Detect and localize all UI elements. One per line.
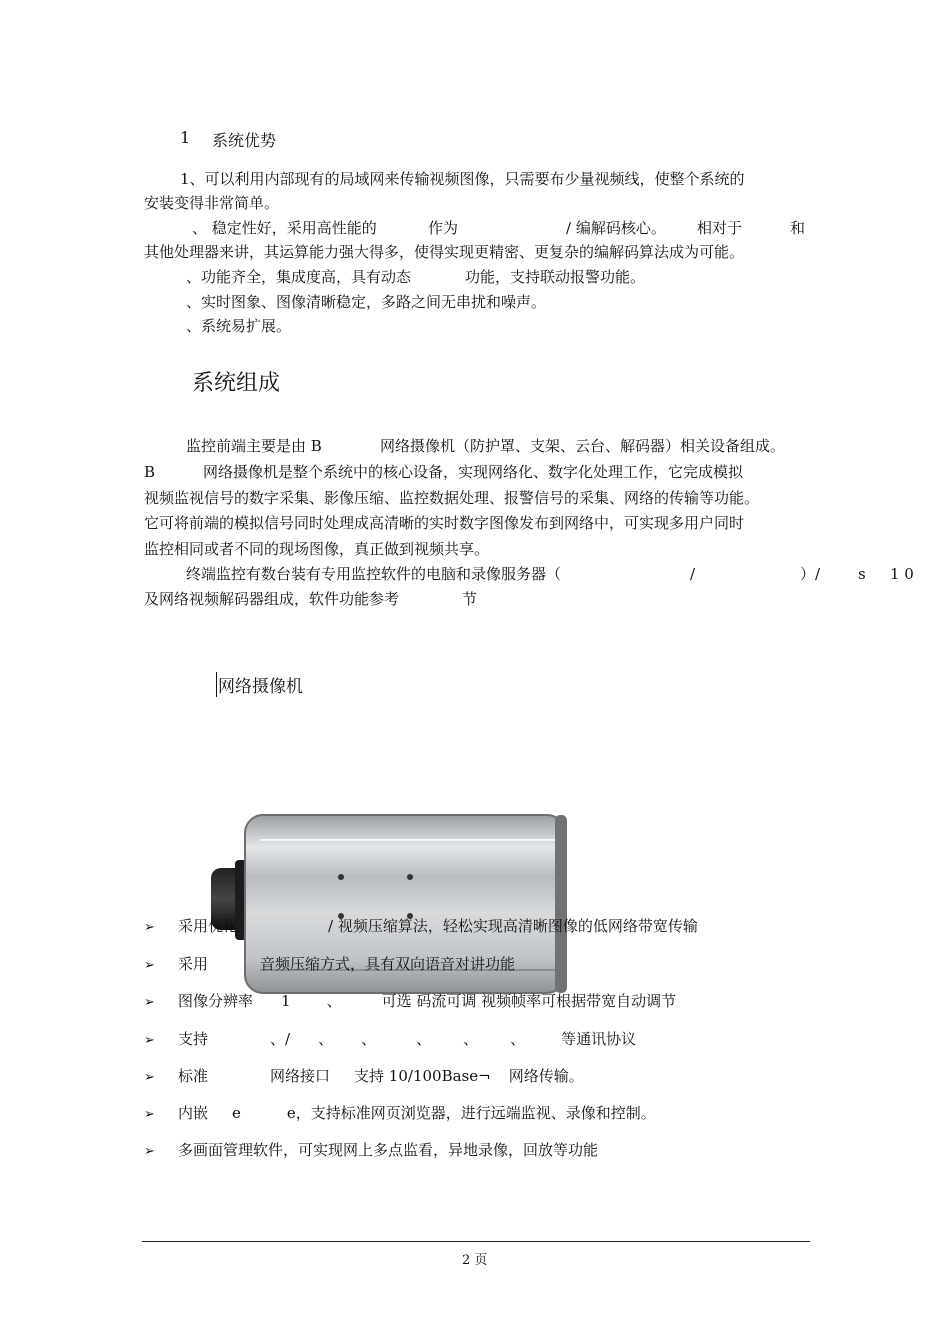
paragraph-fragment: / bbox=[690, 565, 696, 583]
paragraph-fragment: s bbox=[858, 565, 866, 583]
paragraph-line: 视频监视信号的数字采集、影像压缩、监控数据处理、报警信号的采集、网络的传输等功能。 bbox=[144, 489, 760, 507]
feature-item: ➢ 内嵌 e e，支持标准网页浏览器，进行远端监视、录像和控制。 bbox=[144, 1102, 656, 1126]
paragraph-fragment: ）/ bbox=[800, 565, 821, 583]
paragraph-line: 、系统易扩展。 bbox=[186, 317, 292, 335]
arrow-bullet-icon: ➢ bbox=[144, 995, 155, 1010]
section-heading-advantages: 系统优势 bbox=[212, 131, 277, 150]
paragraph-line: 其他处理器来讲，其运算能力强大得多，使得实现更精密、更复杂的编解码算法成为可能。 bbox=[144, 243, 745, 261]
arrow-bullet-icon: ➢ bbox=[144, 1070, 155, 1085]
paragraph-line: 安装变得非常简单。 bbox=[144, 194, 280, 212]
paragraph-fragment: 1 0 bbox=[890, 565, 914, 583]
paragraph-fragment: / 编解码核心。 bbox=[566, 219, 666, 237]
paragraph-fragment: 网络摄像机（防护罩、支架、云台、解码器）相关设备组成。 bbox=[380, 437, 786, 455]
paragraph-line: 1、可以利用内部现有的局域网来传输视频图像，只需要布少量视频线，使整个系统的 bbox=[180, 170, 745, 188]
arrow-bullet-icon: ➢ bbox=[144, 1107, 155, 1122]
footer-divider bbox=[142, 1241, 810, 1242]
paragraph-fragment: 功能，支持联动报警功能。 bbox=[465, 268, 646, 286]
paragraph-line: 、实时图象、图像清晰稳定，多路之间无串扰和噪声。 bbox=[186, 293, 547, 311]
paragraph-fragment: 、功能齐全，集成度高，具有动态 bbox=[186, 268, 412, 286]
paragraph-fragment: 监控前端主要是由 B bbox=[186, 437, 322, 455]
paragraph-line: 监控相同或者不同的现场图像，真正做到视频共享。 bbox=[144, 540, 490, 558]
paragraph-fragment: 终端监控有数台装有专用监控软件的电脑和录像服务器（ bbox=[186, 565, 562, 583]
paragraph-line: 它可将前端的模拟信号同时处理成高清晰的实时数字图像发布到网络中，可实现多用户同时 bbox=[144, 514, 745, 532]
feature-item: ➢ 标准 网络接口 支持 10/100Base¬ 网络传输。 bbox=[144, 1065, 584, 1089]
arrow-bullet-icon: ➢ bbox=[144, 1033, 155, 1048]
paragraph-fragment: 相对于 bbox=[697, 219, 743, 237]
feature-item: ➢ 图像分辨率 1 、 可选 码流可调 视频帧率可根据带宽自动调节 bbox=[144, 990, 676, 1014]
paragraph-fragment: 网络摄像机是整个系统中的核心设备，实现网络化、数字化处理工作，它完成模拟 bbox=[203, 463, 744, 481]
paragraph-fragment: 节 bbox=[462, 590, 478, 608]
page-number: 2 页 bbox=[462, 1253, 488, 1268]
paragraph-fragment: 、 稳定性好，采用高性能的 bbox=[192, 219, 377, 237]
paragraph-fragment: 和 bbox=[790, 219, 806, 237]
feature-item: ➢ 采用 音频压缩方式，具有双向语音对讲功能 bbox=[144, 953, 515, 977]
paragraph-fragment: B bbox=[144, 463, 156, 481]
arrow-bullet-icon: ➢ bbox=[144, 958, 155, 973]
arrow-bullet-icon: ➢ bbox=[144, 1144, 155, 1159]
paragraph-fragment: 作为 bbox=[428, 219, 459, 237]
section-heading-composition: 系统组成 bbox=[192, 371, 281, 396]
paragraph-fragment: 及网络视频解码器组成，软件功能参考 bbox=[144, 590, 400, 608]
section-heading-ip-camera: 网络摄像机 bbox=[216, 672, 303, 697]
feature-item: ➢ 支持 、/ 、 、 、 、 、 等通讯协议 bbox=[144, 1028, 636, 1052]
section-number: 1 bbox=[180, 128, 191, 147]
feature-item: ➢ 多画面管理软件，可实现网上多点监看，异地录像，回放等功能 bbox=[144, 1139, 598, 1163]
feature-item: ➢ 采用优化 / 视频压缩算法，轻松实现高清晰图像的低网络带宽传输 bbox=[144, 915, 698, 939]
arrow-bullet-icon: ➢ bbox=[144, 920, 155, 935]
